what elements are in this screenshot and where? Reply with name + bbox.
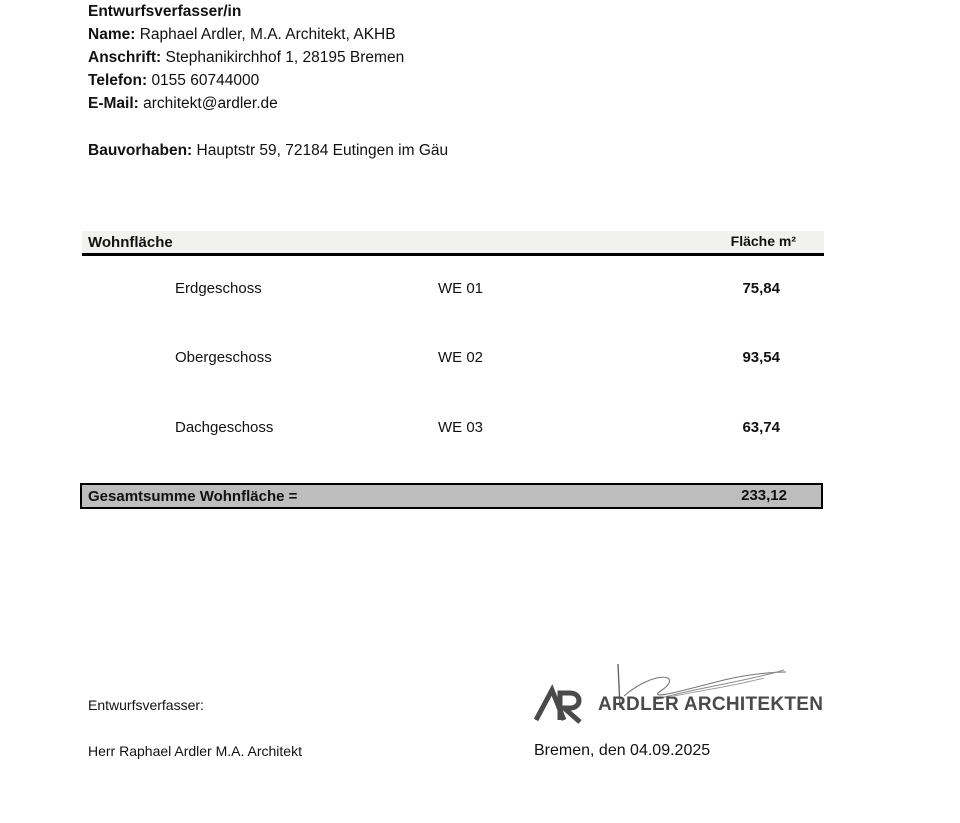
row-geschoss: Dachgeschoss: [175, 419, 274, 436]
row-flaeche: 63,74: [742, 419, 780, 436]
row-we: WE 03: [438, 419, 484, 436]
address-value: Stephanikirchhof 1, 28195 Bremen: [165, 49, 405, 66]
column-header-wohnflaeche: Wohnfläche: [88, 234, 173, 251]
row-flaeche: 93,54: [742, 349, 780, 366]
row-geschoss: Erdgeschoss: [175, 280, 262, 297]
project-value: Hauptstr 59, 72184 Eutingen im Gäu: [196, 142, 449, 159]
row-we: WE 02: [438, 349, 484, 366]
row-flaeche: 75,84: [742, 280, 780, 297]
phone-label: Telefon:: [88, 72, 148, 89]
row-we: WE 01: [438, 280, 484, 297]
name-value: Raphael Ardler, M.A. Architekt, AKHB: [139, 26, 396, 43]
total-row: [80, 483, 823, 509]
total-value: 233,12: [741, 487, 787, 504]
address-label: Anschrift:: [88, 49, 162, 66]
email-value: architekt@ardler.de: [143, 95, 278, 112]
name-label: Name:: [88, 26, 136, 43]
total-label: Gesamtsumme Wohnfläche =: [88, 488, 298, 505]
table-header: [82, 231, 824, 256]
place-date: Bremen, den 04.09.2025: [534, 742, 711, 759]
author-email-line: [88, 94, 278, 114]
project-line: [88, 141, 448, 161]
author-address-line: [88, 48, 404, 68]
signature-label: Entwurfsverfasser:: [88, 697, 204, 713]
row-geschoss: Obergeschoss: [175, 349, 272, 366]
author-heading: Entwurfsverfasser/in: [88, 3, 242, 20]
author-phone-line: [88, 71, 259, 91]
author-name-line: [88, 25, 396, 45]
phone-value: 0155 60744000: [151, 72, 260, 89]
logo-wordmark: ARDLER ARCHITEKTEN: [598, 694, 824, 715]
email-label: E-Mail:: [88, 95, 139, 112]
signature-name: Herr Raphael Ardler M.A. Architekt: [88, 743, 302, 759]
project-label: Bauvorhaben:: [88, 142, 193, 159]
column-header-flaeche: Fläche m²: [730, 233, 796, 249]
